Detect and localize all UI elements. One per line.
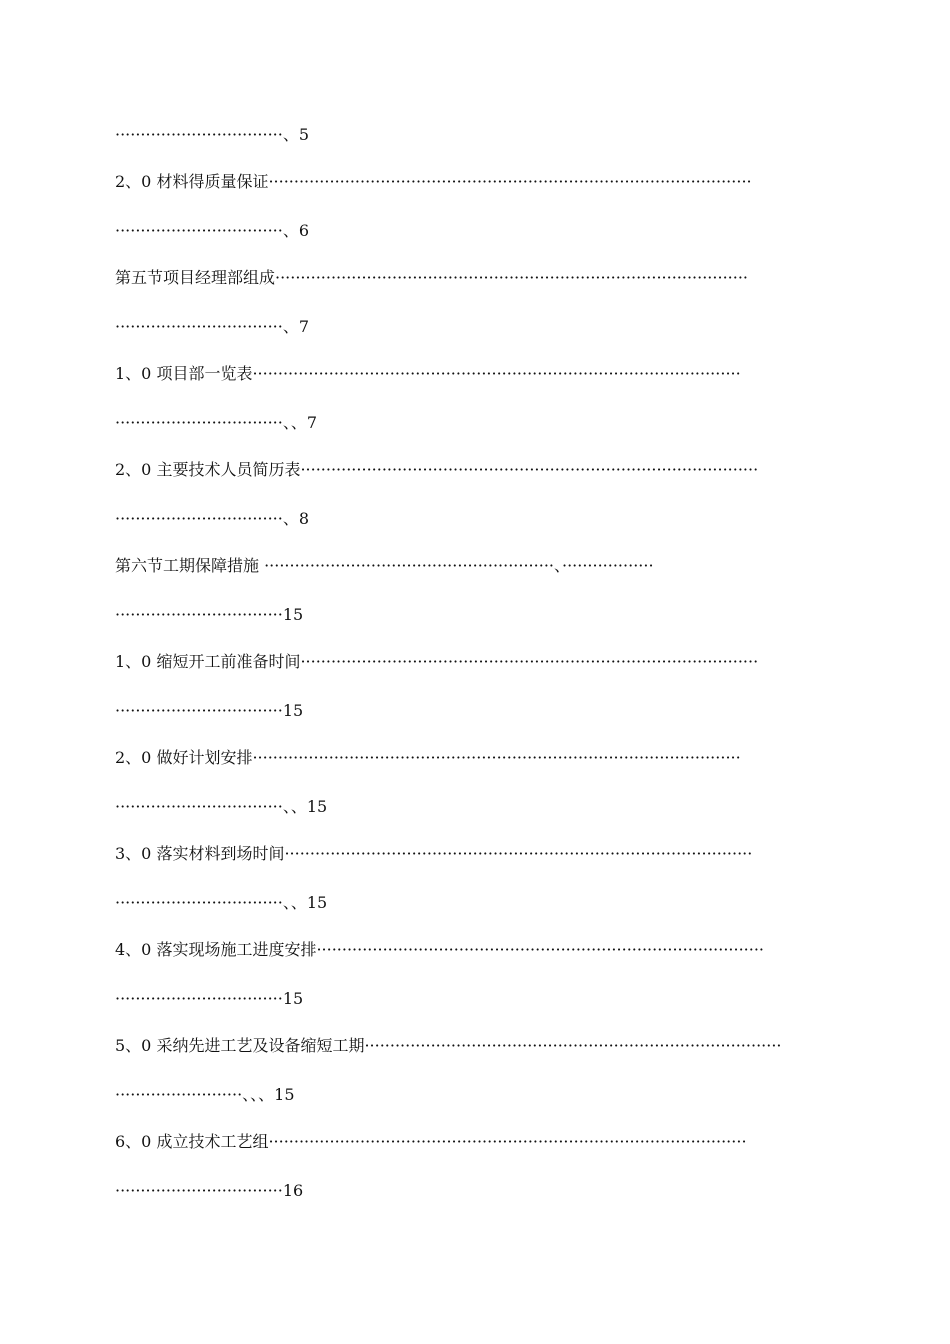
toc-line: 2、0 材料得质量保证·······························································································: [115, 172, 752, 191]
toc-line: 5、0 采纳先进工艺及设备缩短工期··················································································: [115, 1036, 782, 1055]
toc-line: 1、0 项目部一览表································································································: [115, 364, 741, 383]
toc-line: ·································、、15: [115, 797, 328, 816]
toc-line: 1、0 缩短开工前准备时间··························································································: [115, 652, 759, 671]
toc-line: ·································、7: [115, 317, 310, 336]
toc-line: ·································、6: [115, 221, 310, 240]
toc-line: ·································15: [115, 701, 304, 720]
toc-line: 4、0 落实现场施工进度安排························································································: [115, 940, 765, 959]
toc-line: 2、0 做好计划安排································································································: [115, 748, 741, 767]
toc-line: ·································、5: [115, 125, 310, 144]
toc-line: 2、0 主要技术人员简历表··························································································: [115, 460, 759, 479]
toc-line: ·································、8: [115, 509, 310, 528]
toc-line: ·································15: [115, 989, 304, 1008]
toc-line: ·································15: [115, 605, 304, 624]
toc-line: ·································、、7: [115, 413, 318, 432]
toc-line: 6、0 成立技术工艺组······························································································: [115, 1132, 747, 1151]
toc-line: 3、0 落实材料到场时间····························································································: [115, 844, 753, 863]
toc-line: ·································16: [115, 1181, 304, 1200]
toc-line: ·························、、、15: [115, 1085, 295, 1104]
toc-line: ·································、、15: [115, 893, 328, 912]
toc-line: 第五节项目经理部组成·····························································································: [115, 268, 748, 287]
toc-line: 第六节工期保障措施 ·························································、··················: [115, 556, 654, 575]
